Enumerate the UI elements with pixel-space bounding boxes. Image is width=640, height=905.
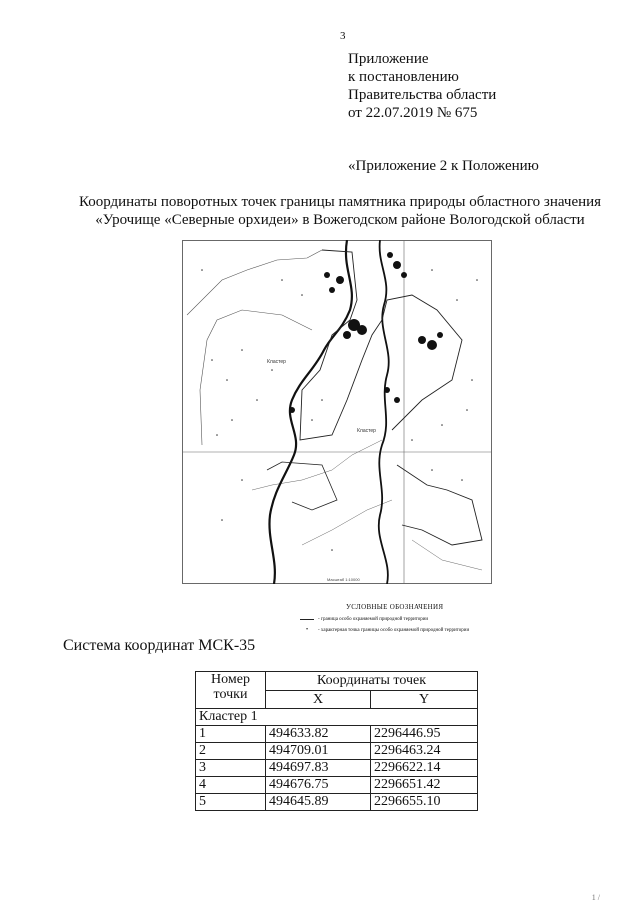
appendix-line: Приложение [348,51,429,67]
legend-item-label: - характерная точка границы особо охраняемой природной территории [318,627,470,633]
point-x: 494676.75 [266,777,371,794]
map-scale-label: Масштаб 1:10000 [327,577,360,582]
appendix-line: Правительства области [348,87,497,103]
appendix-header [348,50,496,122]
cluster-row [196,709,478,726]
table-row [196,743,478,760]
cluster-label: Кластер 1 [196,709,478,726]
header-y: Y [371,691,478,709]
document-title [60,193,620,229]
appendix-line: от 22.07.2019 № 675 [348,105,478,121]
map-label-cluster-left: Кластер [267,359,286,365]
header-num-line: Номер [211,672,250,687]
appendix-line: к постановлению [348,69,459,85]
legend-item-label: - граница особо охраняемой природной территории [318,617,429,622]
point-y: 2296651.42 [371,777,478,794]
point-number: 3 [196,760,266,777]
point-swatch: • [305,627,309,633]
page-number: 3 [340,30,346,42]
coordinate-system-label: Система координат МСК-35 [63,637,256,654]
title-line-2: «Урочище «Северные орхидеи» в Вожегодском районе Вологодской области [95,212,585,228]
point-number: 5 [196,794,266,811]
header-x: X [266,691,371,709]
title-line-1: Координаты поворотных точек границы памятника природы областного значения [78,194,602,210]
map-label-cluster-right: Кластер [357,428,376,434]
table-row [196,726,478,743]
point-y: 2296463.24 [371,743,478,760]
boundary-line-swatch [300,619,314,620]
point-number: 4 [196,777,266,794]
point-x: 494633.82 [266,726,371,743]
legend-item-boundary [300,617,428,622]
point-number: 2 [196,743,266,760]
point-x: 494697.83 [266,760,371,777]
table-row [196,794,478,811]
appendix-reference: «Приложение 2 к Положению [348,158,539,174]
legend-item-point [300,627,469,633]
header-num-line: точки [213,687,248,702]
point-y: 2296622.14 [371,760,478,777]
point-y: 2296446.95 [371,726,478,743]
map-border [183,241,492,584]
point-x: 494709.01 [266,743,371,760]
boundary-map [182,240,492,584]
header-point-number [196,672,266,709]
legend-title: УСЛОВНЫЕ ОБОЗНАЧЕНИЯ [346,603,444,611]
table-row [196,777,478,794]
header-coordinates: Координаты точек [266,672,478,691]
point-x: 494645.89 [266,794,371,811]
table-row [196,760,478,777]
point-number: 1 [196,726,266,743]
corner-mark: 1 / [591,893,600,902]
point-y: 2296655.10 [371,794,478,811]
coordinates-table [195,671,478,811]
